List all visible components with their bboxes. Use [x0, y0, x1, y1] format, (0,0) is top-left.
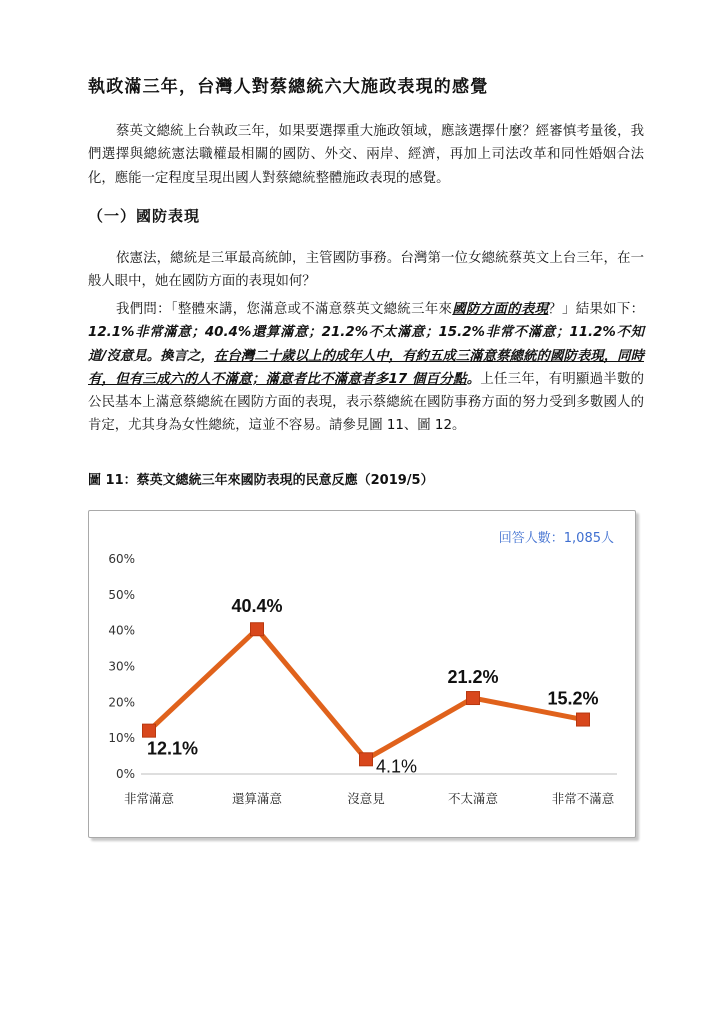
series-line: [149, 629, 583, 759]
y-tick-label: 0%: [115, 767, 135, 781]
line-chart: [89, 511, 635, 837]
data-label: 12.1%: [147, 738, 199, 759]
data-label: 15.2%: [547, 688, 599, 709]
results-margin: 17 個百分點: [388, 371, 467, 387]
y-tick-label: 30%: [108, 659, 135, 674]
results-interpretation: 在台灣二十歲以上的成年人中，有約五成三滿意蔡總統的國防表現，同時有，但有三成六的人不滿意；滿意者比不滿意者多: [88, 348, 645, 387]
survey-result-paragraph: [88, 298, 644, 438]
data-point-marker: [360, 753, 373, 766]
section-heading: （一）國防表現: [88, 207, 201, 225]
question-prefix: 我們問：「整體來講，您滿意或不滿意蔡英文總統三年來: [116, 302, 453, 317]
x-category-label: 沒意見: [347, 791, 385, 806]
results-end: 。: [466, 371, 481, 387]
data-label: 40.4%: [231, 596, 283, 617]
respondent-count-annotation: 回答人數：1,085人: [498, 531, 614, 546]
y-tick-label: 50%: [108, 587, 135, 602]
intro-paragraph: 蔡英文總統上台執政三年，如果要選擇重大施政領域，應該選擇什麼？經審慎考量後，我們選擇與總統憲法職權最相關的國防、外交、兩岸、經濟，再加上司法改革和同性婚姻合法化，應能一定程度呈現出國人對蔡總統整體施政表現的感覺。: [88, 124, 644, 186]
data-point-marker: [467, 692, 480, 705]
question-emphasis: 國防方面的表現: [452, 302, 549, 317]
figure-caption: 圖 11：蔡英文總統三年來國防表現的民意反應（2019/5）: [88, 473, 434, 488]
results-conclusion: 上任三年，有明顯過半數的公民基本上滿意蔡總統在國防方面的表現，表示蔡總統在國防事務方面的努力受到多數國人的肯定，尤其身為女性總統，這並不容易。請參見圖 11、圖 12。: [88, 371, 645, 434]
data-point-marker: [251, 623, 264, 636]
data-point-marker: [577, 713, 590, 726]
data-point-marker: [143, 724, 156, 737]
results-summary: 12.1%非常滿意；40.4%還算滿意；21.2%不太滿意；15.2%非常不滿意；11.2%不知道/沒意見。換言之，: [88, 325, 644, 364]
y-tick-label: 20%: [108, 695, 135, 710]
question-suffix: ？」結果如下：: [548, 302, 644, 317]
data-label: 4.1%: [376, 756, 418, 777]
y-tick-label: 10%: [108, 731, 135, 746]
y-tick-label: 60%: [108, 552, 135, 566]
x-category-label: 還算滿意: [231, 791, 283, 806]
x-category-label: 非常不滿意: [551, 791, 615, 806]
x-category-label: 非常滿意: [123, 791, 175, 806]
defense-paragraph: 依憲法，總統是三軍最高統帥，主管國防事務。台灣第一位女總統蔡英文上台三年，在一般人眼中，她在國防方面的表現如何？: [88, 251, 644, 290]
document-title: 執政滿三年，台灣人對蔡總統六大施政表現的感覺: [88, 77, 489, 97]
x-category-label: 不太滿意: [447, 791, 499, 806]
chart-container: [88, 510, 636, 838]
data-label: 21.2%: [447, 667, 499, 688]
y-tick-label: 40%: [108, 623, 135, 638]
